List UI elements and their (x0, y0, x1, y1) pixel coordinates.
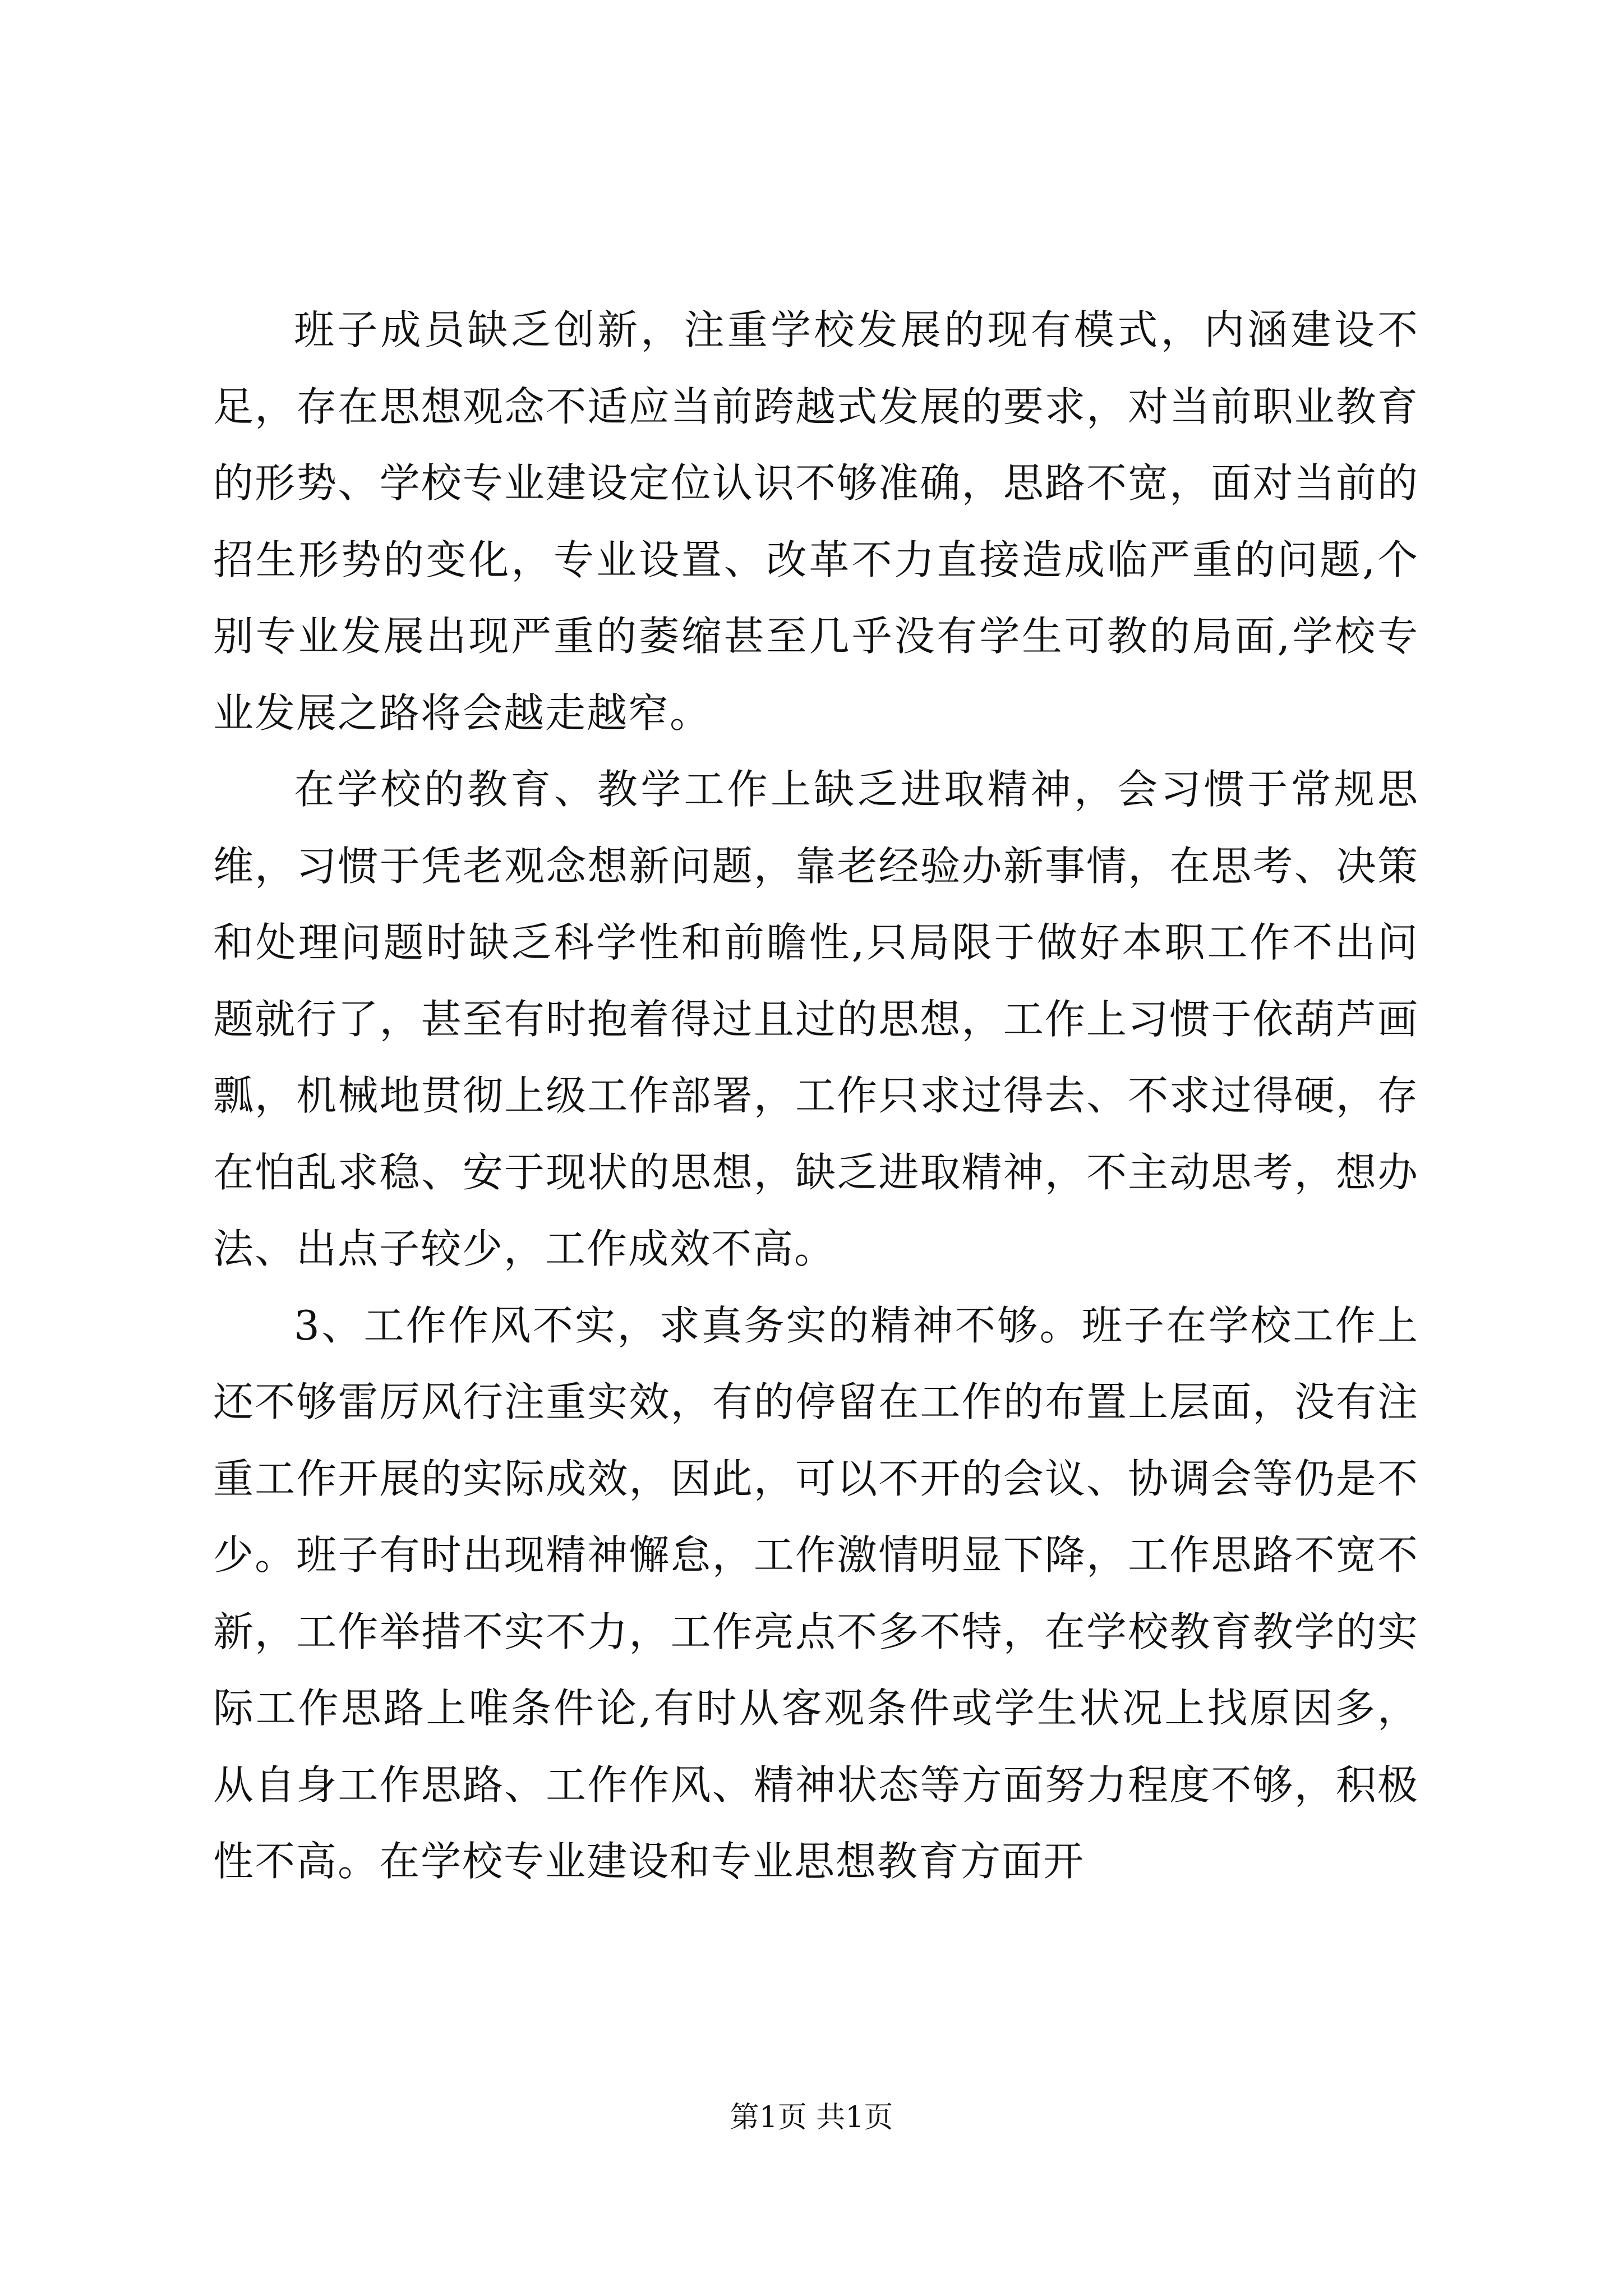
document-body (213, 292, 1419, 1900)
paragraph-3: 3、工作作风不实，求真务实的精神不够。班子在学校工作上还不够雷厉风行注重实效，有的停留在工作的布置上层面，没有注重工作开展的实际成效，因此，可以不开的会议、协调会等仍是不少。班子有时出现精神懈怠，工作激情明显下降，工作思路不宽不新，工作举措不实不力，工作亮点不多不特，在学校教育教学的实际工作思路上唯条件论,有时从客观条件或学生状况上找原因多，从自身工作思路、工作作风、精神状态等方面努力程度不够，积极性不高。在学校专业建设和专业思想教育方面开 (213, 1301, 1419, 1885)
page-footer: 第1页 共1页 (730, 2101, 893, 2134)
paragraph-1: 班子成员缺乏创新，注重学校发展的现有模式，内涵建设不足，存在思想观念不适应当前跨越式发展的要求，对当前职业教育的形势、学校专业建设定位认识不够准确，思路不宽，面对当前的招生形势的变化，专业设置、改革不力直接造成临严重的问题,个别专业发展出现严重的萎缩甚至几乎没有学生可教的局面,学校专业发展之路将会越走越窄。 (213, 306, 1419, 737)
paragraph-2: 在学校的教育、教学工作上缺乏进取精神，会习惯于常规思维，习惯于凭老观念想新问题，靠老经验办新事情，在思考、决策和处理问题时缺乏科学性和前瞻性,只局限于做好本职工作不出问题就行了，甚至有时抱着得过且过的思想，工作上习惯于依葫芦画瓢，机械地贯彻上级工作部署，工作只求过得去、不求过得硬，存在怕乱求稳、安于现状的思想，缺乏进取精神，不主动思考，想办法、出点子较少，工作成效不高。 (213, 766, 1419, 1272)
